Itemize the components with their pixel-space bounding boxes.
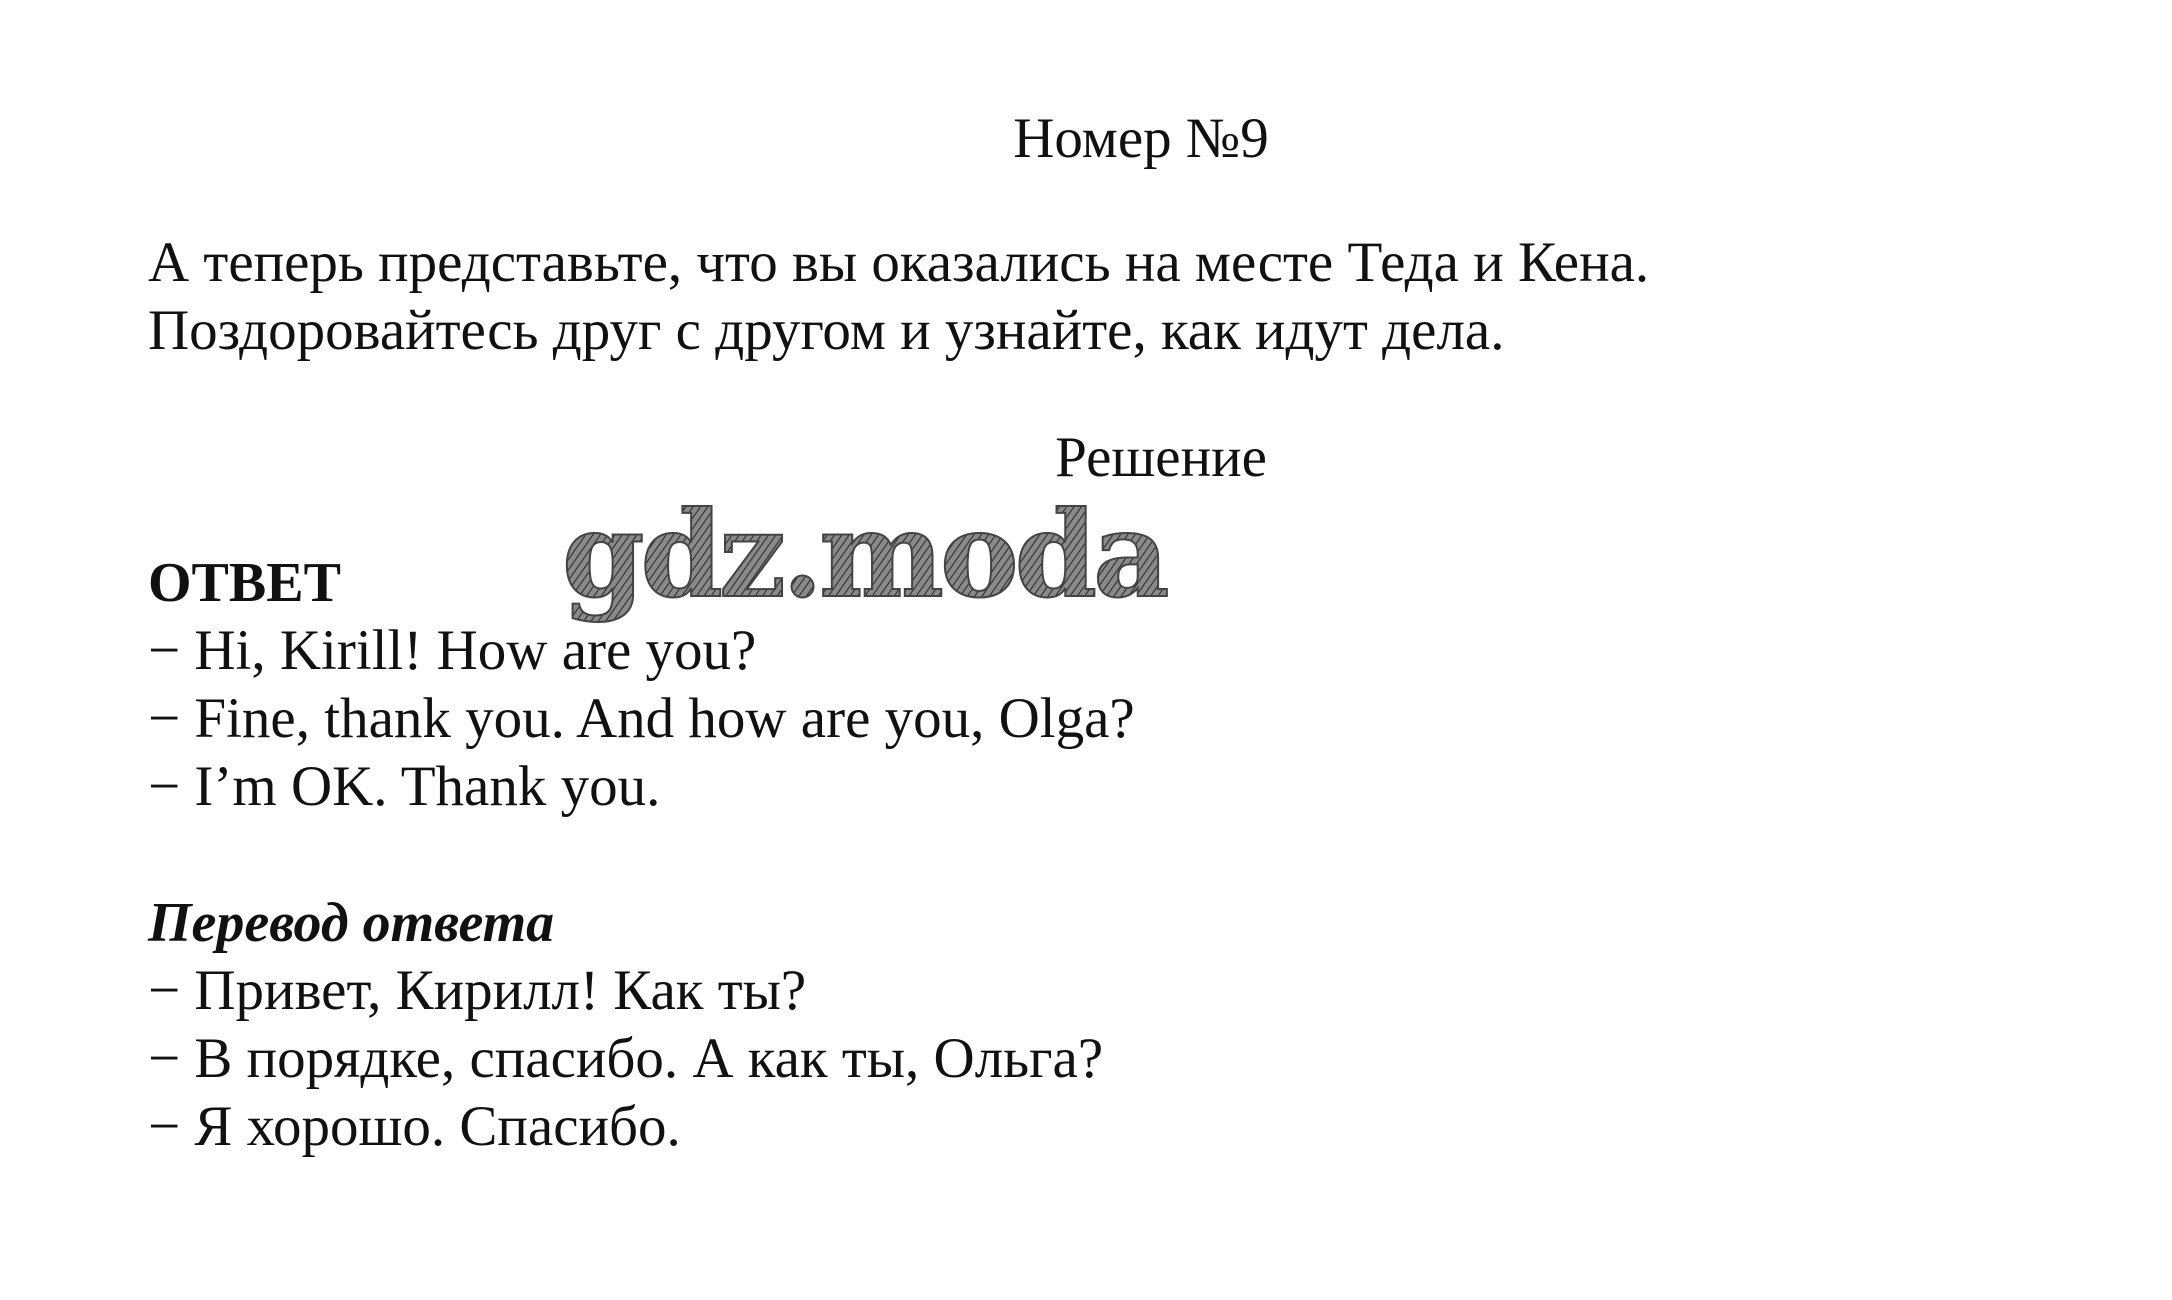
answer-line: − Fine, thank you. And how are you, Olga? <box>148 687 1135 750</box>
answer-heading: ОТВЕТ <box>148 552 341 614</box>
translation-heading: Перевод ответа <box>148 892 555 954</box>
watermark-logo <box>558 500 1178 635</box>
answer-line: − Hi, Kirill! How are you? <box>148 619 757 682</box>
answer-line: − I’m OK. Thank you. <box>148 755 661 818</box>
task-text-line: Поздоровайтесь друг с другом и узнайте, как идут дела. <box>148 299 1505 362</box>
translation-line: − Привет, Кирилл! Как ты? <box>148 959 807 1022</box>
task-text-line: А теперь представьте, что вы оказались на месте Теда и Кена. <box>148 231 1650 294</box>
solution-heading: Решение <box>1055 426 1267 489</box>
translation-line: − В порядке, спасибо. А как ты, Ольга? <box>148 1027 1104 1090</box>
watermark-text: gdz.moda <box>562 500 1166 624</box>
translation-line: − Я хорошо. Спасибо. <box>148 1095 681 1158</box>
page-title: Номер №9 <box>1013 107 1269 170</box>
